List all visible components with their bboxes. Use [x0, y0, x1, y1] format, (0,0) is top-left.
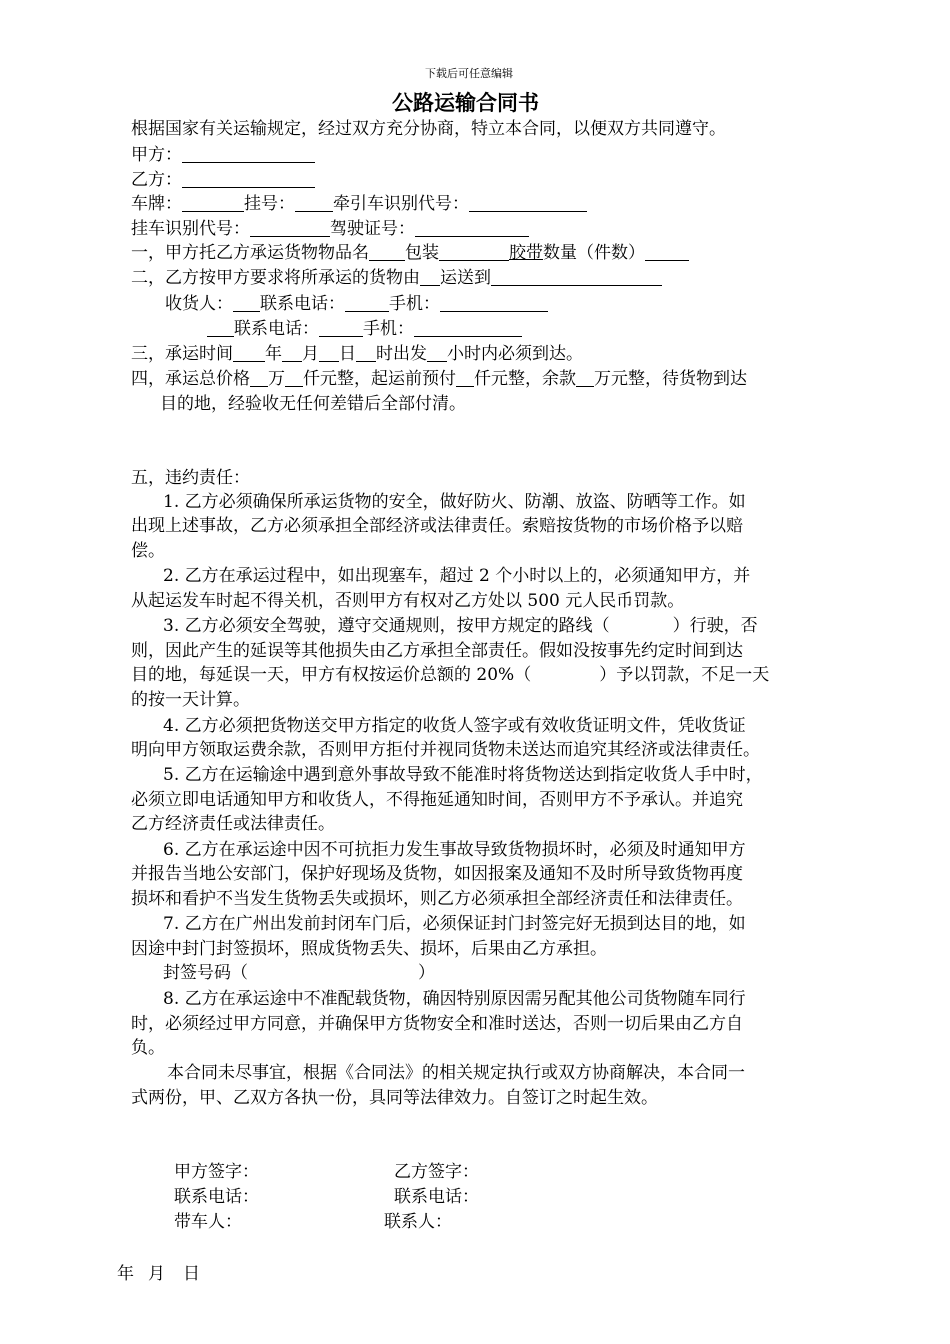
- consignee-line-2: [207, 317, 522, 341]
- balance-label: 仟元整，余款: [474, 369, 576, 389]
- download-note: 下载后可任意编辑: [425, 67, 513, 80]
- party-b-line: [131, 168, 315, 192]
- quantity-label: 数量（件数）: [543, 243, 645, 263]
- intro-text: 根据国家有关运输规定，经过双方充分协商，特立本合同，以便双方共同遵守。: [131, 119, 726, 139]
- p3-line-1-a: 3. 乙方必须安全驾驶，遵守交通规则，按甲方规定的路线（: [163, 616, 610, 636]
- destination-label: 运送到: [440, 268, 491, 288]
- package-label: 包装: [405, 243, 439, 263]
- origin-blank[interactable]: [420, 267, 440, 286]
- package-value: 胶带: [509, 243, 543, 263]
- receiver-mobile-blank[interactable]: [440, 293, 548, 312]
- clause-3: [131, 342, 583, 366]
- receiver-phone-label: 联系电话：: [260, 294, 345, 314]
- trailer-line: [131, 217, 529, 241]
- p5-line-3: 乙方经济责任或法律责任。: [131, 814, 335, 834]
- trailer-no-label: 挂号：: [244, 194, 295, 214]
- p4-line-1: 4. 乙方必须把货物送交甲方指定的收货人签字或有效收货证明文件，凭收货证: [163, 716, 746, 736]
- p1-line-3: 偿。: [131, 541, 165, 561]
- final-line-2: 式两份，甲、乙双方各执一份，具同等法律效力。自签订之时起生效。: [131, 1088, 658, 1108]
- p1-line-1: 1. 乙方必须确保所承运货物的安全，做好防火、防潮、放盗、防晒等工作。如: [163, 492, 746, 512]
- party-a-blank[interactable]: [182, 144, 315, 163]
- p1-line-2: 出现上述事故，乙方必须承担全部经济或法律责任。索赔按货物的市场价格予以赔: [131, 516, 743, 536]
- quantity-blank[interactable]: [645, 242, 689, 261]
- clause-5-heading: 五，违约责任：: [131, 468, 250, 488]
- plate-label: 车牌：: [131, 194, 182, 214]
- month-label: 月: [302, 344, 319, 364]
- party-a-sign-label: 甲方签字：: [174, 1162, 259, 1182]
- clause-2-text: 二，乙方按甲方要求将所承运的货物由: [131, 268, 420, 288]
- hours-within-blank[interactable]: [427, 343, 447, 362]
- balance-blank[interactable]: [576, 368, 594, 387]
- p3-line-3-a: 目的地，每延误一天，甲方有权按运价总额的 20%（: [131, 665, 532, 685]
- day-blank[interactable]: [319, 343, 339, 362]
- p3-line-3-b: ）予以罚款，不足一天: [599, 665, 770, 685]
- goods-name-blank[interactable]: [369, 242, 405, 261]
- p2-line-1: 2. 乙方在承运过程中，如出现塞车，超过 2 个小时以上的，必须通知甲方，并: [163, 566, 751, 586]
- date-line: [117, 1262, 200, 1286]
- total-wan-blank[interactable]: [250, 368, 268, 387]
- receiver-2-phone-blank[interactable]: [319, 318, 363, 337]
- date-month: 月: [148, 1264, 165, 1284]
- p5-line-1: 5. 乙方在运输途中遇到意外事故导致不能准时将货物送达到指定收货人手中时，: [163, 765, 763, 785]
- clause-2: [131, 266, 662, 290]
- clause-1-text: 一，甲方托乙方承运货物物品名: [131, 243, 369, 263]
- day-label: 日: [339, 344, 356, 364]
- p3-line-4: 的按一天计算。: [131, 690, 250, 710]
- clause-3-text: 三，承运时间: [131, 344, 233, 364]
- p3-line-3: [131, 663, 769, 687]
- license-blank[interactable]: [415, 218, 529, 237]
- escort-label: 带车人：: [174, 1212, 242, 1232]
- trailer-no-blank[interactable]: [295, 193, 333, 212]
- seal-number-close: ）: [418, 963, 435, 983]
- depart-label: 时出发: [376, 344, 427, 364]
- p7-line-1: 7. 乙方在广州出发前封闭车门后，必须保证封门封签完好无损到达目的地，如: [163, 914, 746, 934]
- prepay-label: 仟元整，起运前预付: [303, 369, 456, 389]
- prepay-blank[interactable]: [456, 368, 474, 387]
- receiver-mobile-label: 手机：: [389, 294, 440, 314]
- clause-4: [131, 367, 747, 391]
- month-blank[interactable]: [282, 343, 302, 362]
- party-b-sign-label: 乙方签字：: [394, 1162, 479, 1182]
- receiver-2-phone-label: 联系电话：: [234, 319, 319, 339]
- party-b-label: 乙方：: [131, 170, 182, 190]
- p3-line-1: [163, 614, 758, 638]
- p8-line-2: 时，必须经过甲方同意，并确保甲方货物安全和准时送达，否则一切后果由乙方自: [131, 1014, 743, 1034]
- contact-label: 联系人：: [384, 1212, 452, 1232]
- receiver-2-blank[interactable]: [207, 318, 234, 337]
- tractor-vin-blank[interactable]: [469, 193, 587, 212]
- wan-label: 万: [268, 369, 285, 389]
- p7-line-2: 因途中封门封签损坏，照成货物丢失、损坏，后果由乙方承担。: [131, 939, 607, 959]
- receiver-2-mobile-blank[interactable]: [414, 318, 522, 337]
- party-a-label: 甲方：: [131, 145, 182, 165]
- p6-line-1: 6. 乙方在承运途中因不可抗拒力发生事故导致货物损坏时，必须及时通知甲方: [163, 840, 746, 860]
- seal-number-line: [163, 961, 435, 985]
- p5-line-2: 必须立即电话通知甲方和收货人，不得拖延通知时间，否则甲方不予承认。并追究: [131, 790, 743, 810]
- vehicle-line: [131, 192, 587, 216]
- clause-4-line-2: 目的地，经验收无任何差错后全部付清。: [160, 394, 466, 414]
- package-blank[interactable]: [439, 242, 509, 261]
- consignee-line: [165, 292, 548, 316]
- page-title: 公路运输合同书: [392, 90, 539, 115]
- trailer-vin-blank[interactable]: [250, 218, 330, 237]
- p6-line-3: 损坏和看护不当发生货物丢失或损坏，则乙方必须承担全部经济责任和法律责任。: [131, 889, 743, 909]
- p8-line-3: 负。: [131, 1038, 165, 1058]
- p3-line-2: 则，因此产生的延误等其他损失由乙方承担全部责任。假如没按事先约定时间到达: [131, 641, 743, 661]
- year-label: 年: [265, 344, 282, 364]
- receiver-2-mobile-label: 手机：: [363, 319, 414, 339]
- date-year: 年: [117, 1264, 134, 1284]
- clause-1: [131, 241, 689, 265]
- clause-4-tail: 万元整，待货物到达: [594, 369, 747, 389]
- clause-4-text: 四，承运总价格: [131, 369, 250, 389]
- p2-line-2: 从起运发车时起不得关机，否则甲方有权对乙方处以 500 元人民币罚款。: [131, 591, 685, 611]
- destination-blank[interactable]: [491, 267, 662, 286]
- receiver-phone-blank[interactable]: [345, 293, 389, 312]
- final-line-1: 本合同未尽事宜，根据《合同法》的相关规定执行或双方协商解决，本合同一: [167, 1063, 745, 1083]
- plate-blank[interactable]: [182, 193, 244, 212]
- p3-line-1-b: ）行驶，否: [672, 616, 758, 636]
- party-b-blank[interactable]: [182, 169, 315, 188]
- seal-number-label: 封签号码（: [163, 963, 248, 983]
- license-label: 驾驶证号：: [330, 219, 415, 239]
- trailer-vin-label: 挂车识别代号：: [131, 219, 250, 239]
- p6-line-2: 并报告当地公安部门，保护好现场及货物，如因报案及通知不及时所导致货物再度: [131, 864, 743, 884]
- party-a-phone-label: 联系电话：: [174, 1187, 259, 1207]
- year-blank[interactable]: [233, 343, 265, 362]
- within-label: 小时内必须到达。: [447, 344, 583, 364]
- party-a-line: [131, 143, 315, 167]
- date-day: 日: [183, 1264, 200, 1284]
- party-b-phone-label: 联系电话：: [394, 1187, 479, 1207]
- receiver-label: 收货人：: [165, 294, 233, 314]
- total-qian-blank[interactable]: [285, 368, 303, 387]
- p8-line-1: 8. 乙方在承运途中不准配载货物，确因特别原因需另配其他公司货物随车同行: [163, 989, 746, 1009]
- receiver-blank[interactable]: [233, 293, 260, 312]
- p4-line-2: 明向甲方领取运费余款，否则甲方拒付并视同货物未送达而追究其经济或法律责任。: [131, 740, 760, 760]
- hour-blank[interactable]: [356, 343, 376, 362]
- tractor-vin-label: 牵引车识别代号：: [333, 194, 469, 214]
